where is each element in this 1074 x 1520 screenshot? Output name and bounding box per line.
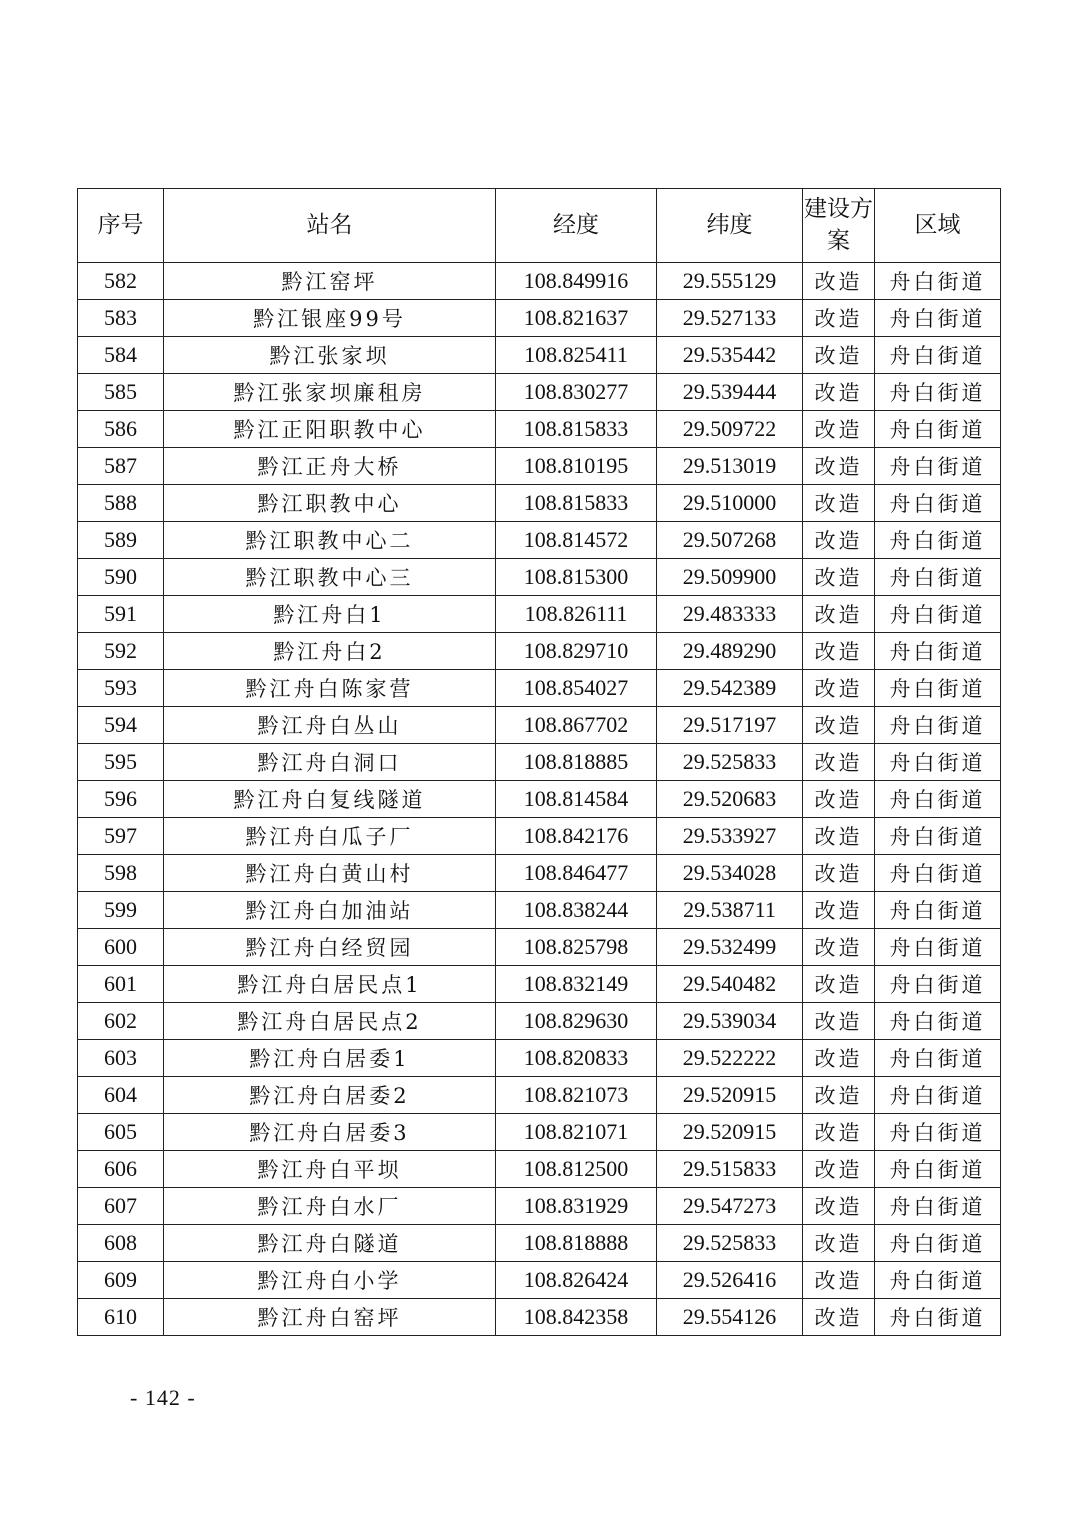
cell-area: 舟白街道: [875, 966, 1001, 1003]
cell-area: 舟白街道: [875, 707, 1001, 744]
cell-index: 584: [78, 337, 164, 374]
cell-latitude: 29.532499: [657, 929, 803, 966]
table-row: [78, 1262, 1001, 1299]
cell-plan: 改造: [803, 1151, 875, 1188]
cell-longitude: 108.842358: [496, 1299, 657, 1336]
cell-index: 596: [78, 781, 164, 818]
table-row: [78, 1151, 1001, 1188]
cell-station-name: 黔江张家坝: [164, 337, 496, 374]
cell-plan: 改造: [803, 781, 875, 818]
cell-latitude: 29.542389: [657, 670, 803, 707]
cell-latitude: 29.520915: [657, 1114, 803, 1151]
table-row: [78, 1003, 1001, 1040]
cell-station-name: 黔江舟白复线隧道: [164, 781, 496, 818]
table-row: [78, 707, 1001, 744]
table-row: [78, 966, 1001, 1003]
cell-index: 605: [78, 1114, 164, 1151]
cell-latitude: 29.538711: [657, 892, 803, 929]
cell-plan: 改造: [803, 1003, 875, 1040]
cell-station-name: 黔江舟白平坝: [164, 1151, 496, 1188]
cell-plan: 改造: [803, 855, 875, 892]
cell-latitude: 29.527133: [657, 300, 803, 337]
cell-station-name: 黔江舟白洞口: [164, 744, 496, 781]
cell-index: 601: [78, 966, 164, 1003]
cell-longitude: 108.829710: [496, 633, 657, 670]
cell-longitude: 108.838244: [496, 892, 657, 929]
cell-longitude: 108.825411: [496, 337, 657, 374]
cell-area: 舟白街道: [875, 448, 1001, 485]
table-row: [78, 411, 1001, 448]
cell-area: 舟白街道: [875, 485, 1001, 522]
cell-station-name: 黔江舟白居委1: [164, 1040, 496, 1077]
header-longitude: 经度: [496, 189, 657, 263]
cell-index: 603: [78, 1040, 164, 1077]
table-row: [78, 337, 1001, 374]
cell-latitude: 29.554126: [657, 1299, 803, 1336]
cell-index: 594: [78, 707, 164, 744]
cell-plan: 改造: [803, 559, 875, 596]
header-plan: 建设方案: [803, 189, 875, 263]
table-row: [78, 818, 1001, 855]
cell-area: 舟白街道: [875, 411, 1001, 448]
cell-latitude: 29.489290: [657, 633, 803, 670]
cell-latitude: 29.520915: [657, 1077, 803, 1114]
cell-area: 舟白街道: [875, 1262, 1001, 1299]
cell-longitude: 108.826424: [496, 1262, 657, 1299]
cell-station-name: 黔江舟白瓜子厂: [164, 818, 496, 855]
cell-area: 舟白街道: [875, 559, 1001, 596]
cell-area: 舟白街道: [875, 1077, 1001, 1114]
table-row: [78, 596, 1001, 633]
cell-area: 舟白街道: [875, 1299, 1001, 1336]
cell-station-name: 黔江职教中心三: [164, 559, 496, 596]
cell-station-name: 黔江舟白黄山村: [164, 855, 496, 892]
table-row: [78, 744, 1001, 781]
table-row: [78, 300, 1001, 337]
cell-plan: 改造: [803, 522, 875, 559]
cell-index: 598: [78, 855, 164, 892]
cell-station-name: 黔江舟白窑坪: [164, 1299, 496, 1336]
table-row: [78, 1077, 1001, 1114]
station-table: [77, 188, 1001, 1336]
header-index: 序号: [78, 189, 164, 263]
cell-longitude: 108.815833: [496, 485, 657, 522]
cell-station-name: 黔江舟白小学: [164, 1262, 496, 1299]
cell-plan: 改造: [803, 966, 875, 1003]
cell-area: 舟白街道: [875, 929, 1001, 966]
cell-station-name: 黔江银座99号: [164, 300, 496, 337]
cell-station-name: 黔江张家坝廉租房: [164, 374, 496, 411]
cell-plan: 改造: [803, 337, 875, 374]
cell-longitude: 108.867702: [496, 707, 657, 744]
cell-area: 舟白街道: [875, 855, 1001, 892]
cell-index: 606: [78, 1151, 164, 1188]
cell-longitude: 108.842176: [496, 818, 657, 855]
cell-index: 597: [78, 818, 164, 855]
cell-latitude: 29.533927: [657, 818, 803, 855]
cell-area: 舟白街道: [875, 596, 1001, 633]
cell-longitude: 108.815833: [496, 411, 657, 448]
cell-plan: 改造: [803, 818, 875, 855]
cell-plan: 改造: [803, 1225, 875, 1262]
cell-latitude: 29.555129: [657, 263, 803, 300]
cell-area: 舟白街道: [875, 1151, 1001, 1188]
cell-latitude: 29.534028: [657, 855, 803, 892]
cell-area: 舟白街道: [875, 522, 1001, 559]
cell-station-name: 黔江舟白隧道: [164, 1225, 496, 1262]
table-row: [78, 448, 1001, 485]
table-row: [78, 855, 1001, 892]
cell-latitude: 29.535442: [657, 337, 803, 374]
cell-plan: 改造: [803, 300, 875, 337]
table-row: [78, 1188, 1001, 1225]
cell-station-name: 黔江舟白水厂: [164, 1188, 496, 1225]
cell-longitude: 108.818885: [496, 744, 657, 781]
cell-area: 舟白街道: [875, 263, 1001, 300]
cell-index: 582: [78, 263, 164, 300]
table-row: [78, 1114, 1001, 1151]
cell-latitude: 29.547273: [657, 1188, 803, 1225]
cell-area: 舟白街道: [875, 744, 1001, 781]
cell-station-name: 黔江舟白居民点1: [164, 966, 496, 1003]
cell-latitude: 29.526416: [657, 1262, 803, 1299]
cell-longitude: 108.826111: [496, 596, 657, 633]
cell-plan: 改造: [803, 1040, 875, 1077]
cell-station-name: 黔江舟白居委3: [164, 1114, 496, 1151]
cell-latitude: 29.522222: [657, 1040, 803, 1077]
cell-station-name: 黔江职教中心二: [164, 522, 496, 559]
cell-plan: 改造: [803, 1077, 875, 1114]
cell-index: 585: [78, 374, 164, 411]
cell-plan: 改造: [803, 707, 875, 744]
cell-station-name: 黔江职教中心: [164, 485, 496, 522]
cell-longitude: 108.830277: [496, 374, 657, 411]
cell-area: 舟白街道: [875, 1225, 1001, 1262]
cell-plan: 改造: [803, 1114, 875, 1151]
cell-plan: 改造: [803, 448, 875, 485]
table-row: [78, 1040, 1001, 1077]
cell-index: 595: [78, 744, 164, 781]
cell-area: 舟白街道: [875, 300, 1001, 337]
cell-station-name: 黔江窑坪: [164, 263, 496, 300]
table-row: [78, 374, 1001, 411]
cell-index: 609: [78, 1262, 164, 1299]
cell-longitude: 108.810195: [496, 448, 657, 485]
cell-plan: 改造: [803, 1188, 875, 1225]
cell-latitude: 29.513019: [657, 448, 803, 485]
cell-station-name: 黔江舟白加油站: [164, 892, 496, 929]
cell-plan: 改造: [803, 633, 875, 670]
cell-index: 586: [78, 411, 164, 448]
cell-index: 602: [78, 1003, 164, 1040]
cell-longitude: 108.821073: [496, 1077, 657, 1114]
cell-station-name: 黔江舟白丛山: [164, 707, 496, 744]
page-number: - 142 -: [130, 1385, 196, 1410]
cell-longitude: 108.815300: [496, 559, 657, 596]
cell-latitude: 29.507268: [657, 522, 803, 559]
cell-station-name: 黔江舟白2: [164, 633, 496, 670]
cell-longitude: 108.846477: [496, 855, 657, 892]
cell-longitude: 108.814584: [496, 781, 657, 818]
table-row: [78, 1299, 1001, 1336]
table-body: [78, 263, 1001, 1336]
cell-longitude: 108.854027: [496, 670, 657, 707]
cell-latitude: 29.515833: [657, 1151, 803, 1188]
cell-plan: 改造: [803, 670, 875, 707]
cell-index: 583: [78, 300, 164, 337]
cell-area: 舟白街道: [875, 633, 1001, 670]
cell-station-name: 黔江正舟大桥: [164, 448, 496, 485]
cell-longitude: 108.829630: [496, 1003, 657, 1040]
cell-longitude: 108.821637: [496, 300, 657, 337]
cell-longitude: 108.849916: [496, 263, 657, 300]
cell-latitude: 29.540482: [657, 966, 803, 1003]
cell-plan: 改造: [803, 411, 875, 448]
cell-area: 舟白街道: [875, 781, 1001, 818]
cell-longitude: 108.821071: [496, 1114, 657, 1151]
cell-area: 舟白街道: [875, 1188, 1001, 1225]
table-row: [78, 1225, 1001, 1262]
table-row: [78, 633, 1001, 670]
cell-index: 587: [78, 448, 164, 485]
cell-longitude: 108.814572: [496, 522, 657, 559]
header-station-name: 站名: [164, 189, 496, 263]
cell-latitude: 29.517197: [657, 707, 803, 744]
cell-latitude: 29.525833: [657, 1225, 803, 1262]
cell-index: 599: [78, 892, 164, 929]
cell-latitude: 29.539444: [657, 374, 803, 411]
cell-latitude: 29.520683: [657, 781, 803, 818]
cell-plan: 改造: [803, 374, 875, 411]
cell-station-name: 黔江舟白居委2: [164, 1077, 496, 1114]
cell-index: 589: [78, 522, 164, 559]
cell-index: 590: [78, 559, 164, 596]
table-row: [78, 522, 1001, 559]
cell-plan: 改造: [803, 485, 875, 522]
cell-latitude: 29.539034: [657, 1003, 803, 1040]
cell-index: 592: [78, 633, 164, 670]
cell-station-name: 黔江舟白1: [164, 596, 496, 633]
cell-plan: 改造: [803, 1299, 875, 1336]
cell-plan: 改造: [803, 263, 875, 300]
cell-latitude: 29.483333: [657, 596, 803, 633]
cell-longitude: 108.818888: [496, 1225, 657, 1262]
cell-plan: 改造: [803, 1262, 875, 1299]
table-row: [78, 929, 1001, 966]
header-area: 区域: [875, 189, 1001, 263]
cell-plan: 改造: [803, 744, 875, 781]
table-row: [78, 263, 1001, 300]
table-row: [78, 670, 1001, 707]
table-row: [78, 892, 1001, 929]
cell-plan: 改造: [803, 596, 875, 633]
cell-station-name: 黔江舟白陈家营: [164, 670, 496, 707]
cell-area: 舟白街道: [875, 337, 1001, 374]
cell-latitude: 29.510000: [657, 485, 803, 522]
cell-area: 舟白街道: [875, 892, 1001, 929]
cell-index: 600: [78, 929, 164, 966]
cell-index: 588: [78, 485, 164, 522]
cell-plan: 改造: [803, 892, 875, 929]
cell-area: 舟白街道: [875, 1114, 1001, 1151]
cell-index: 610: [78, 1299, 164, 1336]
table-row: [78, 781, 1001, 818]
cell-index: 593: [78, 670, 164, 707]
cell-longitude: 108.832149: [496, 966, 657, 1003]
cell-latitude: 29.509722: [657, 411, 803, 448]
cell-longitude: 108.825798: [496, 929, 657, 966]
table-row: [78, 559, 1001, 596]
cell-station-name: 黔江舟白经贸园: [164, 929, 496, 966]
cell-area: 舟白街道: [875, 670, 1001, 707]
table-row: [78, 485, 1001, 522]
cell-longitude: 108.812500: [496, 1151, 657, 1188]
header-latitude: 纬度: [657, 189, 803, 263]
cell-station-name: 黔江舟白居民点2: [164, 1003, 496, 1040]
cell-latitude: 29.509900: [657, 559, 803, 596]
cell-longitude: 108.831929: [496, 1188, 657, 1225]
cell-area: 舟白街道: [875, 1040, 1001, 1077]
cell-index: 608: [78, 1225, 164, 1262]
cell-latitude: 29.525833: [657, 744, 803, 781]
cell-longitude: 108.820833: [496, 1040, 657, 1077]
cell-station-name: 黔江正阳职教中心: [164, 411, 496, 448]
cell-area: 舟白街道: [875, 374, 1001, 411]
cell-index: 591: [78, 596, 164, 633]
cell-plan: 改造: [803, 929, 875, 966]
cell-area: 舟白街道: [875, 818, 1001, 855]
cell-area: 舟白街道: [875, 1003, 1001, 1040]
table-header-row: [78, 189, 1001, 263]
cell-index: 604: [78, 1077, 164, 1114]
cell-index: 607: [78, 1188, 164, 1225]
